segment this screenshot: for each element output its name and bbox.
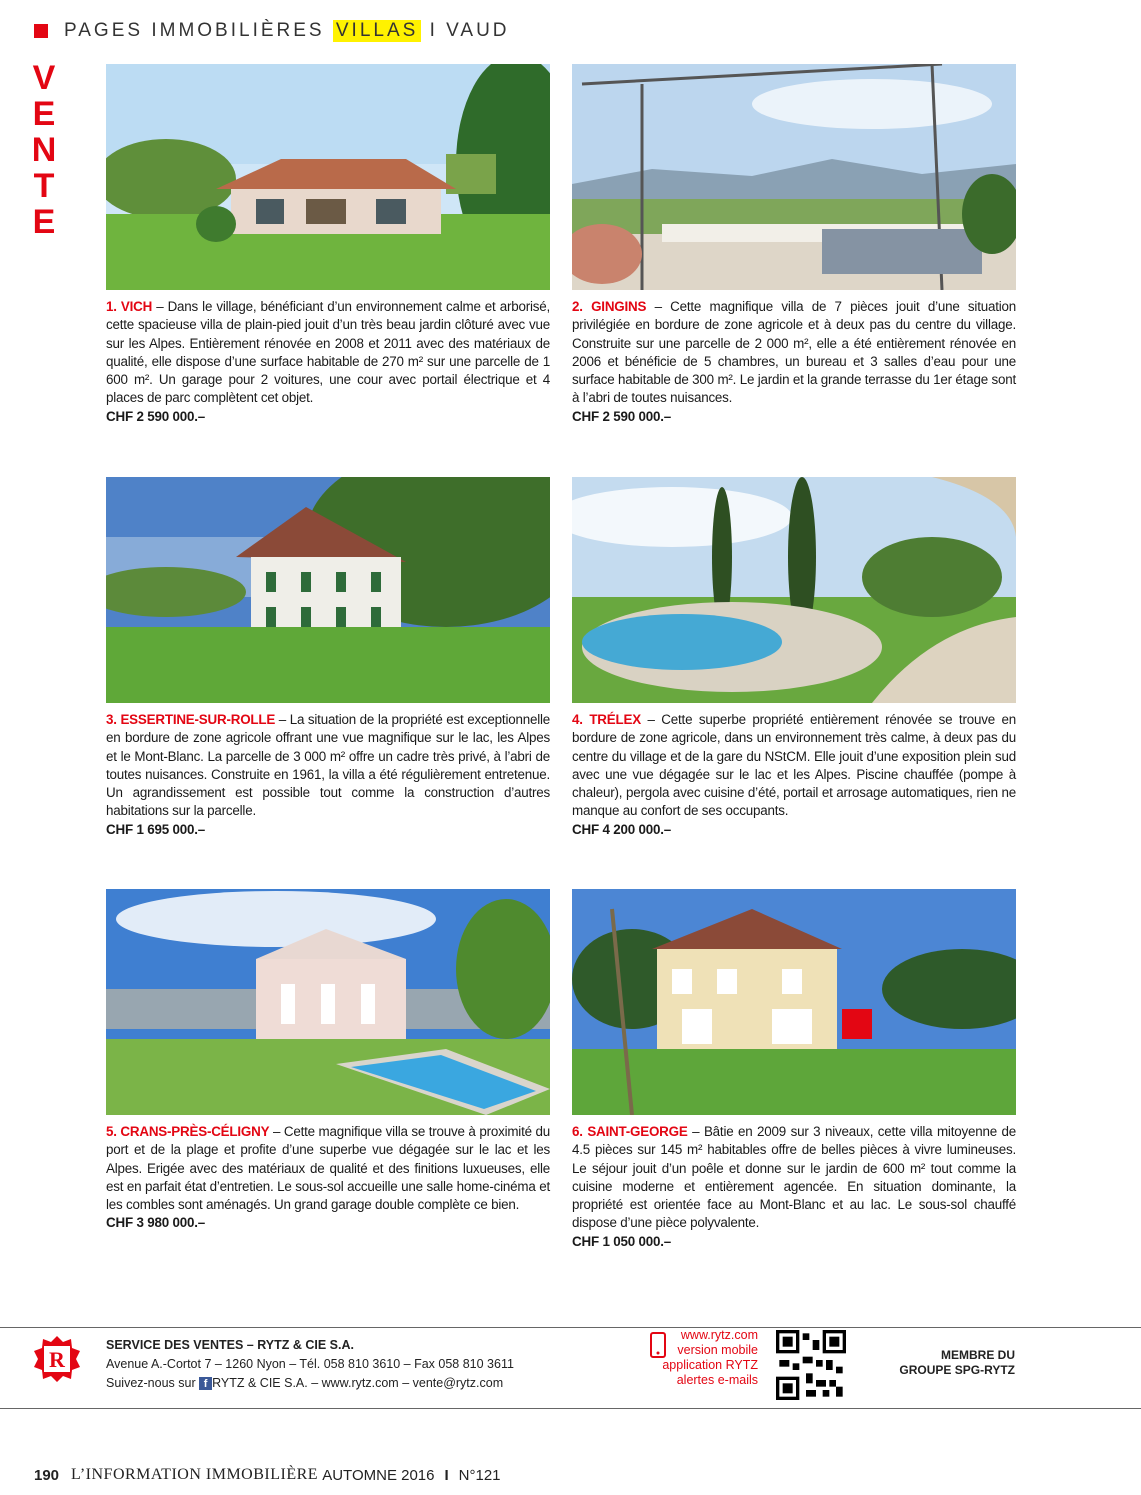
header-highlight: VILLAS bbox=[333, 20, 421, 42]
mobile-version-link[interactable]: version mobile bbox=[677, 1343, 758, 1357]
listing-text: – Cette magnifique villa de 7 pièces jouit d’une situation privilégiée en bordure de zone agricole et à deux pas du centre du village. Construite sur une parcelle de 2 000 m², elle a été entièrement rénovée en 2006 et bénéficie de 5 chambres, un bureau et 3 salles d’eau pour une surface habitable de 300 m². Le jardin et la grande terrasse du 1er étage sont à l’abri de toutes nuisances. bbox=[572, 299, 1017, 406]
side-letter: V bbox=[32, 59, 56, 97]
listing-price: CHF 3 980 000.– bbox=[106, 1215, 205, 1231]
side-letter: E bbox=[32, 203, 56, 241]
listing-description bbox=[572, 1123, 1016, 1251]
listing-photo-crans bbox=[106, 889, 550, 1115]
listing-title: 4. TRÉLEX bbox=[572, 712, 641, 727]
header-prefix: PAGES IMMOBILIÈRES bbox=[64, 20, 325, 41]
listing-title: 6. SAINT-GEORGE bbox=[572, 1124, 688, 1139]
company-name: SERVICE DES VENTES – RYTZ & CIE S.A. bbox=[106, 1338, 354, 1352]
mobile-links bbox=[640, 1328, 758, 1388]
listing-title: 3. ESSERTINE-SUR-ROLLE bbox=[106, 712, 276, 727]
listing-description bbox=[106, 711, 550, 839]
listing-photo-saint-george bbox=[572, 889, 1016, 1115]
listing-photo-essertine bbox=[106, 477, 550, 703]
listing-photo-vich bbox=[106, 64, 550, 290]
facebook-icon[interactable]: f bbox=[199, 1377, 212, 1390]
app-link[interactable]: application RYTZ bbox=[662, 1358, 758, 1372]
listing-description bbox=[106, 298, 550, 426]
listing-card bbox=[572, 477, 1016, 839]
listing-description bbox=[106, 1123, 550, 1232]
listing-title: 5. CRANS-PRÈS-CÉLIGNY bbox=[106, 1124, 270, 1139]
rytz-logo-icon bbox=[34, 1336, 80, 1382]
listing-text: – Bâtie en 2009 sur 3 niveaux, cette villa mitoyenne de 4.5 pièces sur 145 m² habitables offre de belles pièces à vivre lumineuses. Le séjour jouit d’un poêle et donne sur le jardin de 600 m² tout comme la cuisine moderne et entièrement agencée. En situation dominante, la propriété est orientée face au Mont-Blanc et au lac. Le sous-sol chauffé dispose d’une pièce polyvalente. bbox=[572, 1124, 1016, 1231]
follow-line: Suivez-nous sur f RYTZ & CIE S.A. – www.rytz.com – vente@rytz.com bbox=[106, 1376, 504, 1391]
listing-description bbox=[572, 711, 1016, 839]
listing-price: CHF 1 695 000.– bbox=[106, 821, 205, 837]
header-suffix: I VAUD bbox=[429, 20, 510, 41]
red-square-icon bbox=[34, 24, 48, 38]
membre-text: MEMBRE DU GROUPE SPG-RYTZ bbox=[899, 1348, 1015, 1377]
section-header bbox=[34, 18, 510, 44]
side-letter: T bbox=[33, 167, 55, 205]
listing-text: – Dans le village, bénéficiant d’un environnement calme et arborisé, cette spacieuse villa de plain-pied jouit d’un très beau jardin clôturé avec vue sur les Alpes. Entièrement rénovée en 2008 et 2011 avec des matériaux de qualité, elle dispose d’une surface habitable de 270 m² sur une parcelle de 1 600 m². Un garage pour 2 voitures, une cour avec portail électrique et 4 places de parc complètent cet objet. bbox=[106, 299, 550, 406]
contact-text bbox=[106, 1336, 514, 1393]
listing-photo-gingins bbox=[572, 64, 1016, 290]
vente-side-label bbox=[24, 60, 64, 240]
listing-price: CHF 2 590 000.– bbox=[572, 408, 671, 424]
listing-description bbox=[572, 298, 1016, 426]
listing-text: – La situation de la propriété est exceptionnelle en bordure de zone agricole offrant une vue magnifique sur le lac, les Alpes et le Mont-Blanc. La parcelle de 3 000 m² offre un cadre très privé, à l’abri de toutes nuisances. Construite en 1961, la villa a été régulièrement entretenue. Un agrandissement est possible tout comme la construction d’autres habitations sur la parcelle. bbox=[106, 712, 551, 819]
listing-card bbox=[572, 889, 1016, 1251]
qr-code-icon[interactable] bbox=[776, 1330, 846, 1400]
side-letter: E bbox=[32, 95, 56, 133]
listing-title: 2. GINGINS bbox=[572, 299, 647, 314]
page-number: 190 bbox=[34, 1466, 60, 1484]
listing-card bbox=[106, 477, 550, 839]
listing-card bbox=[572, 64, 1016, 426]
side-letter: N bbox=[31, 131, 57, 169]
footer-bottom-rule bbox=[0, 1408, 1141, 1409]
listing-text: – Cette magnifique villa se trouve à proximité du port et de la plage et profite d’une superbe vue dégagée sur le lac et les Alpes. Erigée avec des matériaux de qualité et des finitions luxueuses, elle est en parfait état d’entretien. Le sous-sol accueille une salle home-cinéma et les combles sont aménagés. Un grand garage double complète ce bien. bbox=[106, 1124, 550, 1213]
issue-number: N°121 bbox=[458, 1466, 501, 1484]
website-link[interactable]: www.rytz.com bbox=[680, 1328, 758, 1342]
listing-price: CHF 2 590 000.– bbox=[106, 408, 205, 424]
listing-price: CHF 1 050 000.– bbox=[572, 1233, 671, 1249]
page-footer: 190 L’INFORMATION IMMOBILIÈRE AUTOMNE 2016 I N°121 bbox=[34, 1466, 501, 1484]
email-alerts-link[interactable]: alertes e-mails bbox=[676, 1373, 758, 1387]
listing-text: – Cette superbe propriété entièrement rénovée se trouve en bordure de zone agricole, dans un environnement très calme, à deux pas du centre du village et de la gare du NStCM. Elle jouit d’une exposition plein sud avec une vue dégagée sur le lac et les Alpes. Piscine chauffée (pompe à chaleur), pergola avec cuisine d’été, portail et arrosage automatiques, rien ne manque au confort de ses occupants. bbox=[572, 712, 1016, 819]
company-address: Avenue A.-Cortot 7 – 1260 Nyon – Tél. 058 810 3610 – Fax 058 810 3611 bbox=[106, 1357, 514, 1371]
svg-text:R: R bbox=[49, 1347, 65, 1372]
listing-title: 1. VICH bbox=[106, 299, 153, 314]
listing-price: CHF 4 200 000.– bbox=[572, 821, 671, 837]
listing-card bbox=[106, 64, 550, 426]
issue-season: AUTOMNE 2016 bbox=[322, 1466, 435, 1484]
follow-text: RYTZ & CIE S.A. – www.rytz.com – vente@rytz.com bbox=[212, 1376, 504, 1390]
contact-footer bbox=[0, 1328, 1141, 1408]
listing-photo-trelex bbox=[572, 477, 1016, 703]
magazine-title: L’INFORMATION IMMOBILIÈRE bbox=[71, 1466, 319, 1483]
listing-card bbox=[106, 889, 550, 1232]
